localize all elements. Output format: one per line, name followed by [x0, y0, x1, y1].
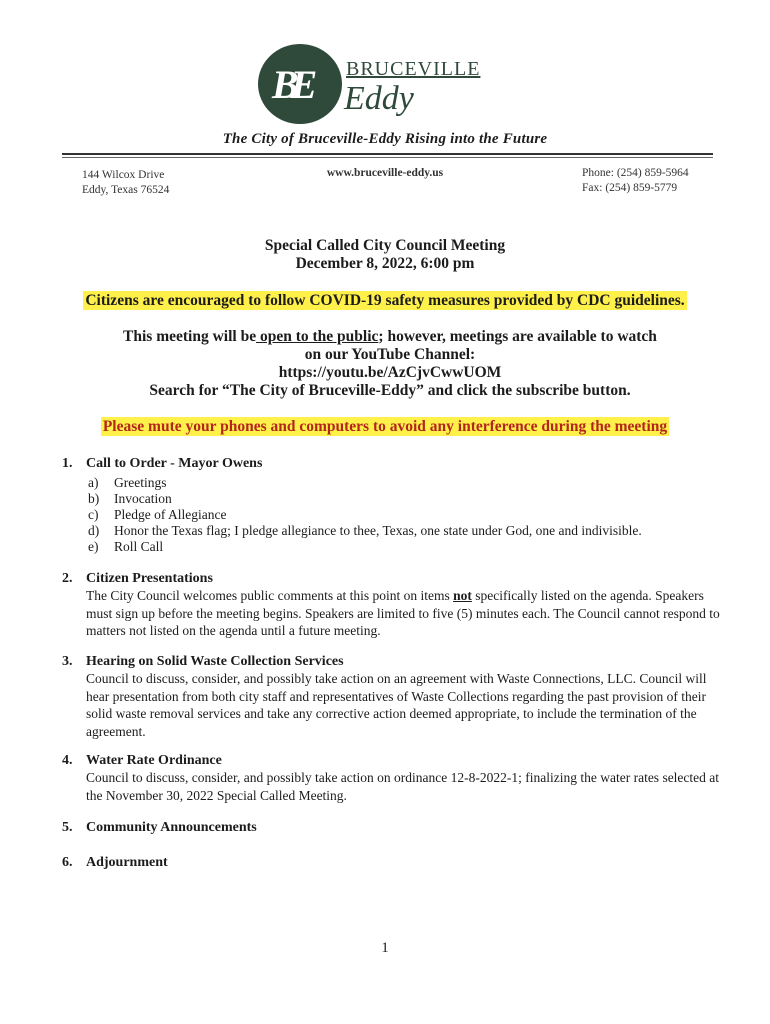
public-notice-part2: ; however, meetings are available to watch: [378, 328, 657, 345]
public-notice-underlined: open to the public: [256, 328, 379, 345]
emphasis-not: not: [453, 588, 472, 603]
phone-number: Phone: (254) 859-5964: [582, 167, 689, 179]
address-line-1: 144 Wilcox Drive: [82, 169, 165, 181]
agenda-item-number: 2.: [62, 571, 73, 586]
agenda-item-heading: Citizen Presentations: [86, 571, 213, 586]
meeting-date: December 8, 2022, 6:00 pm: [295, 255, 475, 272]
address-line-2: Eddy, Texas 76524: [82, 184, 170, 196]
agenda-item-4: [62, 753, 722, 804]
website-link[interactable]: www.bruceville-eddy.us: [326, 167, 444, 179]
list-item: a) Greetings: [88, 475, 167, 490]
logo-wordmark-eddy: Eddy: [344, 80, 414, 117]
covid-notice-text: Citizens are encouraged to follow COVID-19 safety measures provided by CDC guidelines.: [85, 292, 685, 309]
agenda-item-heading: Adjournment: [86, 855, 168, 870]
public-notice: [90, 328, 690, 400]
city-logo: [258, 44, 488, 128]
list-item: b) Invocation: [88, 491, 172, 506]
public-notice-part1: This meeting will be: [123, 328, 257, 345]
public-notice-channel: on our YouTube Channel:: [304, 346, 476, 363]
header-divider-thin: [62, 157, 713, 158]
search-instruction: Search for “The City of Bruceville-Eddy” and click the subscribe button.: [149, 382, 631, 399]
agenda-item-heading: Hearing on Solid Waste Collection Services: [86, 654, 344, 669]
agenda-item-6: [62, 855, 722, 871]
contact-numbers: [582, 166, 689, 196]
meeting-title: Special Called City Council Meeting: [264, 237, 506, 254]
list-item: e) Roll Call: [88, 539, 164, 554]
agenda-item-2: [62, 571, 722, 640]
city-tagline: The City of Bruceville-Eddy Rising into the Future: [222, 131, 548, 147]
agenda-item-heading: Community Announcements: [86, 820, 257, 835]
mute-notice: [0, 418, 770, 436]
agenda-item-description: Council to discuss, consider, and possibly take action on an agreement with Waste Connections, LLC. Council will hear presentation from both city staff and representatives of Waste Collections regarding the past provision of their solid waste removal services and take any corrective action deemed appropriate, to include the termination of the agreement.: [86, 671, 707, 739]
agenda-item-heading: Call to Order - Mayor Owens: [86, 456, 263, 471]
agenda-item-number: 4.: [62, 753, 73, 768]
youtube-link[interactable]: https://youtu.be/AzCjvCwwUOM: [278, 364, 502, 381]
agenda-item-1: [62, 456, 722, 555]
agenda-item-heading: Water Rate Ordinance: [86, 753, 222, 768]
covid-notice: [0, 292, 770, 310]
agenda-item-number: 5.: [62, 820, 73, 835]
agenda-item-description: Council to discuss, consider, and possibly take action on ordinance 12-8-2022-1; finalizing the water rates selected at the November 30, 2022 Special Called Meeting.: [86, 770, 720, 803]
fax-number: Fax: (254) 859-5779: [582, 182, 678, 194]
list-item: c) Pledge of Allegiance: [88, 507, 227, 522]
header-divider: [62, 153, 713, 155]
agenda-sublist: [86, 475, 722, 555]
logo-wordmark-bruceville: BRUCEVILLE: [346, 58, 481, 80]
logo-monogram: BE: [272, 62, 310, 107]
agenda-item-number: 6.: [62, 855, 73, 870]
page-number: 1: [381, 940, 389, 956]
agenda-item-3: [62, 654, 722, 740]
list-item: d) Honor the Texas flag; I pledge allegiance to thee, Texas, one state under God, one and indivisible.: [88, 523, 642, 538]
mute-notice-text: Please mute your phones and computers to avoid any interference during the meeting: [102, 418, 668, 435]
agenda-item-number: 1.: [62, 456, 73, 471]
agenda-item-number: 3.: [62, 654, 73, 669]
agenda-item-5: [62, 820, 722, 836]
agenda-item-description: The City Council welcomes public comments at this point on items not specifically listed on the agenda. Speakers must sign up before the meeting begins. Speakers are limited to five (5) minutes each. The Council cannot respond to matters not listed on the agenda until a future meeting.: [86, 588, 720, 638]
